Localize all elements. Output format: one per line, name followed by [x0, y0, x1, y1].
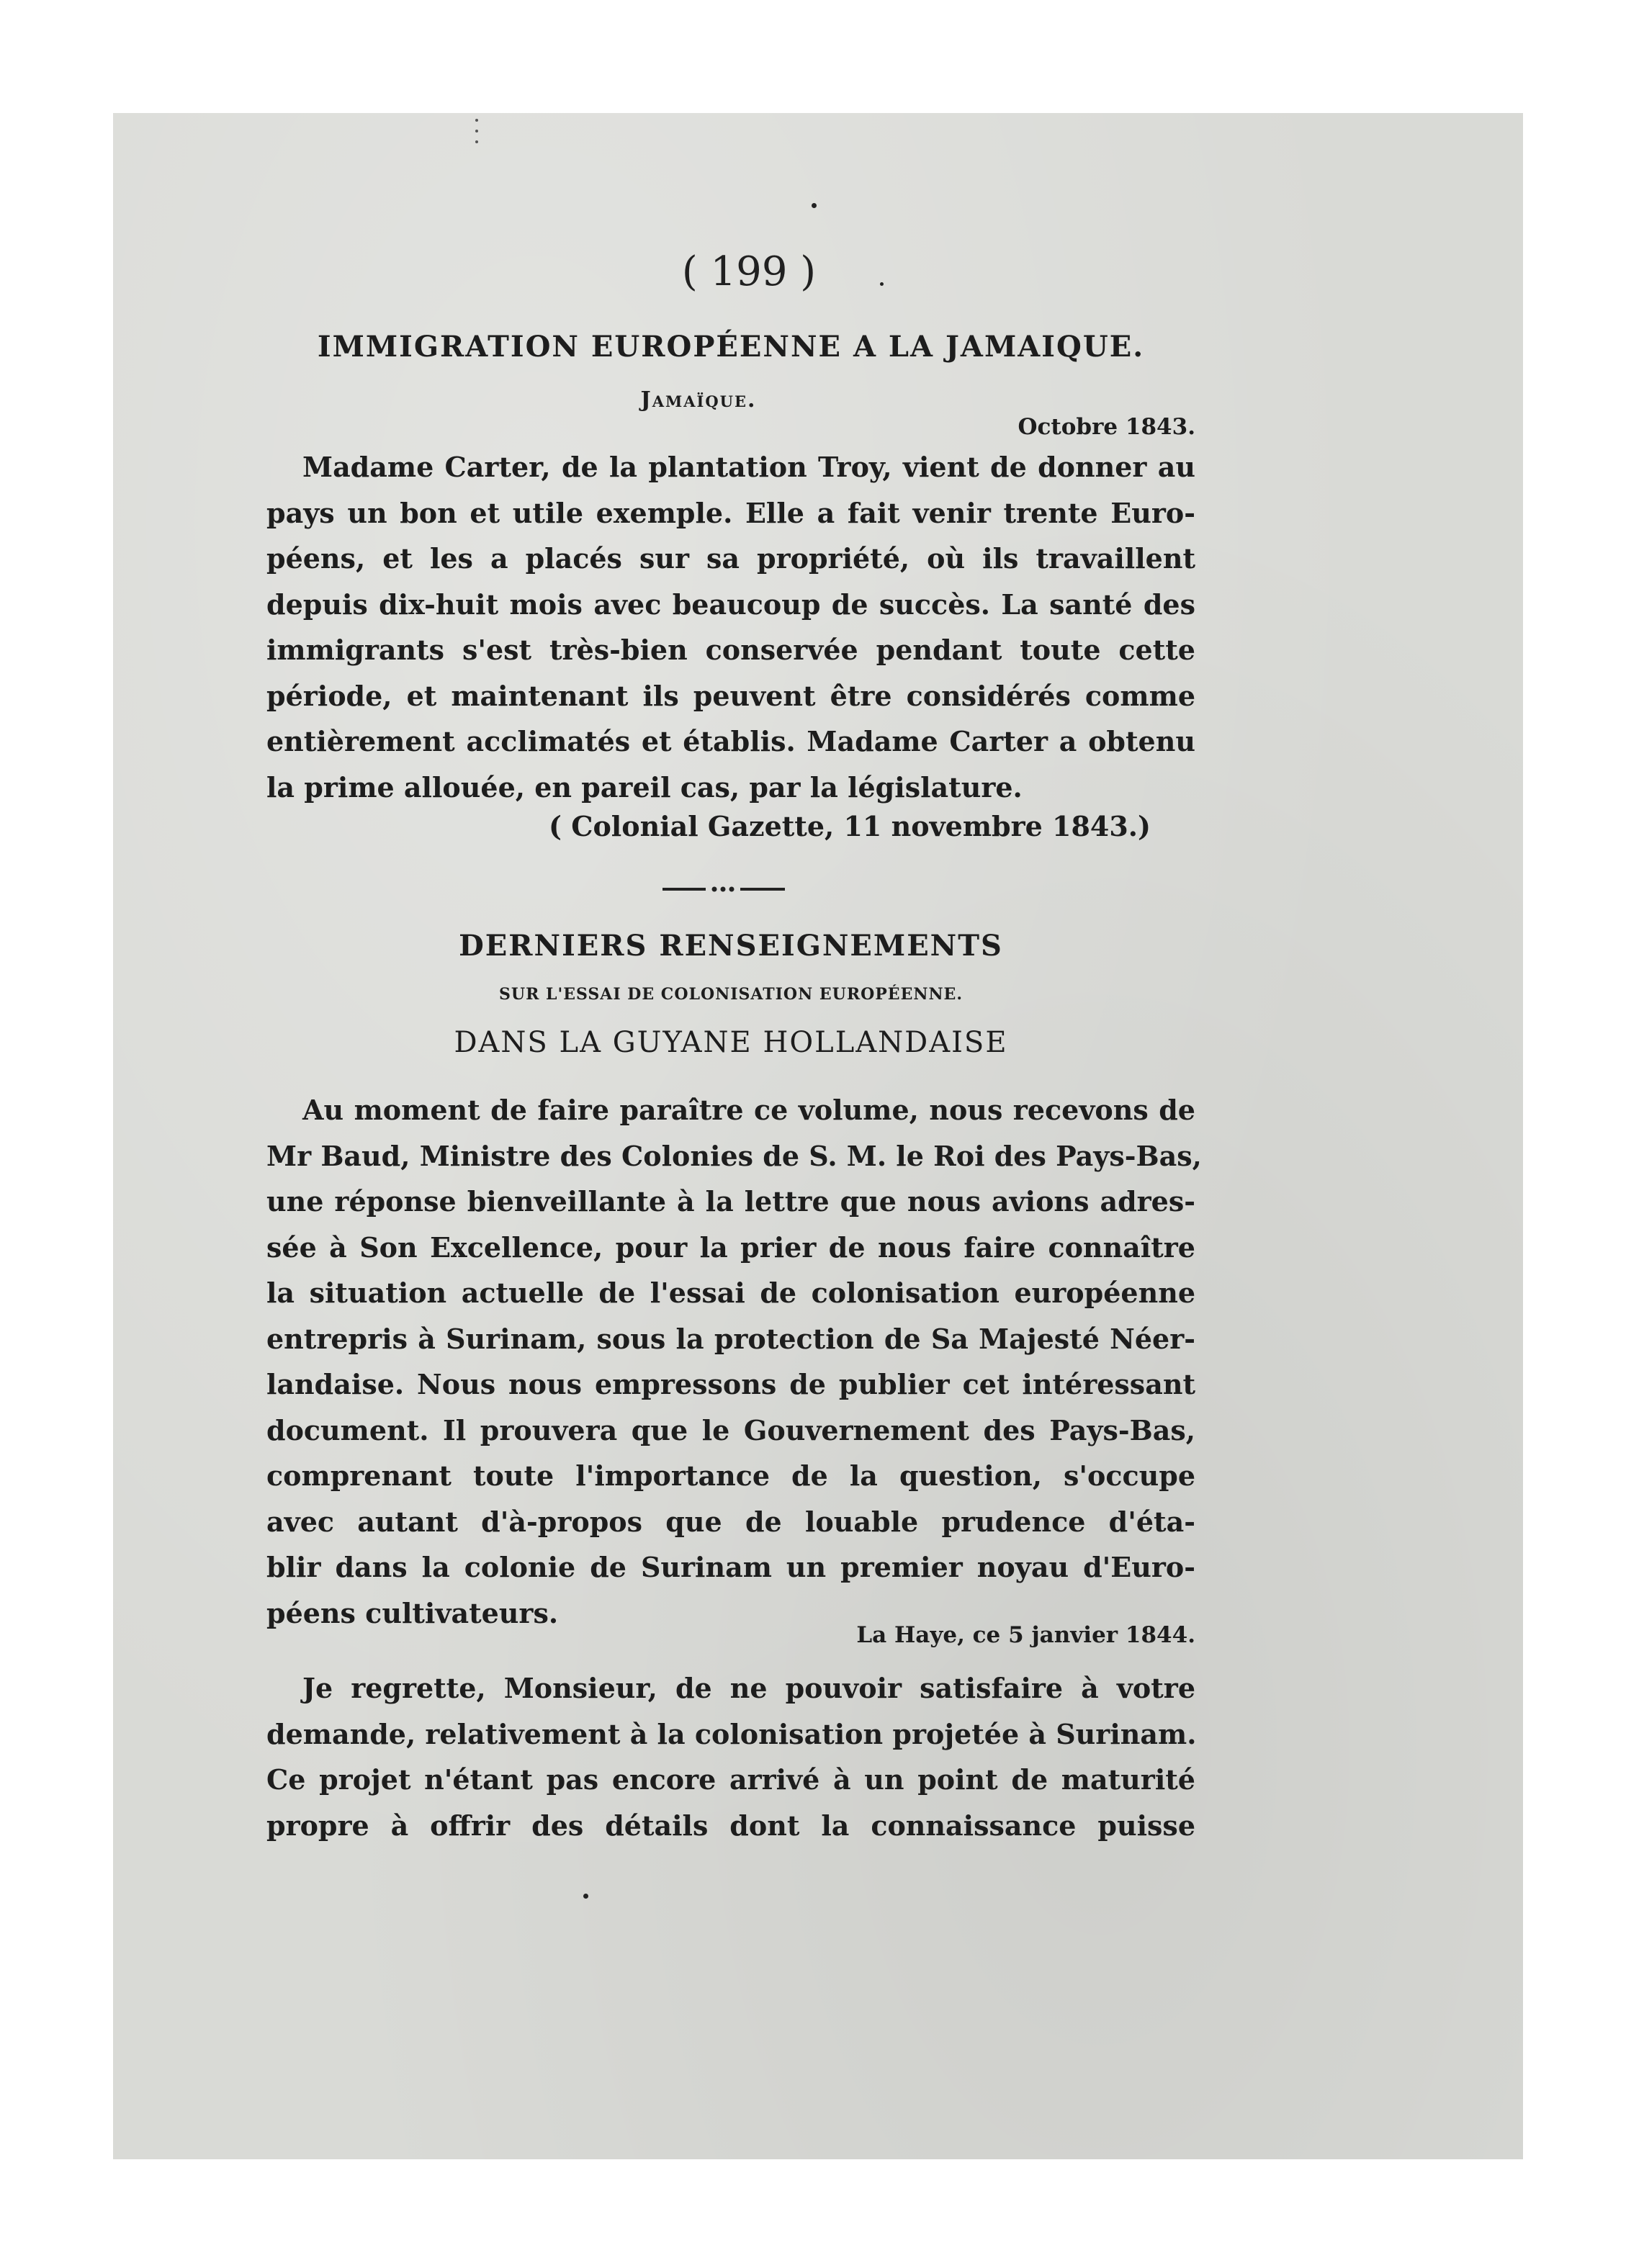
paragraph-line: période, et maintenant ils peuvent être considérés comme — [266, 679, 1195, 712]
section1-date: Octobre 1843. — [1018, 414, 1195, 440]
paragraph-line: Au moment de faire paraître ce volume, nous recevons de — [302, 1094, 1195, 1126]
paragraph-line: immigrants s'est très-bien conservée pendant toute cette — [266, 634, 1195, 666]
paragraph-line: Mr Baud, Ministre des Colonies de S. M. le Roi des Pays-Bas, — [266, 1139, 1202, 1172]
section2-subtitle: SUR L'ESSAI DE COLONISATION EUROPÉENNE. — [499, 985, 963, 1004]
paragraph-line: entrepris à Surinam, sous la protection de Sa Majesté Néer- — [266, 1322, 1195, 1355]
paragraph-line: depuis dix-huit mois avec beaucoup de succès. La santé des — [266, 588, 1195, 621]
section-divider-ornament — [655, 884, 799, 894]
paragraph-line: une réponse bienveillante à la lettre que nous avions adres- — [266, 1185, 1195, 1218]
section2-title: DERNIERS RENSEIGNEMENTS — [459, 929, 1003, 963]
section1-paragraph — [266, 444, 1195, 810]
paragraph-line: sée à Son Excellence, pour la prier de nous faire connaître — [266, 1230, 1195, 1264]
page-number: ( 199 ) — [681, 248, 817, 295]
paragraph-line: la situation actuelle de l'essai de colonisation européenne — [266, 1277, 1195, 1309]
paragraph-line: avec autant d'à-propos que de louable prudence d'éta- — [266, 1505, 1195, 1538]
paragraph-line: la prime allouée, en pareil cas, par la législature. — [266, 770, 1023, 804]
section2-paragraph — [266, 1087, 1202, 1636]
paragraph-line: demande, relativement à la colonisation projetée à Surinam. — [266, 1717, 1197, 1750]
ink-speck — [812, 203, 817, 208]
letter-paragraph — [266, 1665, 1195, 1848]
ink-speck — [475, 119, 478, 122]
ink-speck — [583, 1894, 588, 1899]
section1-title: IMMIGRATION EUROPÉENNE A LA JAMAIQUE. — [317, 330, 1145, 364]
section1-source-citation: ( Colonial Gazette, 11 novembre 1843.) — [548, 810, 1151, 842]
ink-speck — [880, 282, 884, 286]
paragraph-line: Je regrette, Monsieur, de ne pouvoir satisfaire à votre — [302, 1672, 1195, 1704]
paragraph-line: blir dans la colonie de Surinam un premier noyau d'Euro- — [266, 1551, 1195, 1583]
ink-speck — [475, 130, 478, 132]
paragraph-line: entièrement acclimatés et établis. Madame Carter a obtenu — [266, 725, 1195, 757]
paragraph-line: propre à offrir des détails dont la connaissance puisse — [266, 1809, 1195, 1842]
paragraph-line: Ce projet n'étant pas encore arrivé à un point de maturité — [266, 1763, 1195, 1796]
paragraph-line: landaise. Nous nous empressons de publier cet intéressant — [266, 1368, 1195, 1400]
ink-speck — [475, 140, 478, 143]
paragraph-line: document. Il prouvera que le Gouvernement des Pays-Bas, — [266, 1413, 1195, 1446]
section2-heading: DANS LA GUYANE HOLLANDAISE — [454, 1026, 1008, 1059]
paragraph-line: Madame Carter, de la plantation Troy, vient de donner au — [302, 451, 1195, 483]
letter-date: La Haye, ce 5 janvier 1844. — [856, 1622, 1195, 1648]
paragraph-line: péens cultivateurs. — [266, 1596, 559, 1629]
section1-location: Jamaïque. — [640, 387, 757, 413]
paragraph-line: péens, et les a placés sur sa propriété, où ils travaillent — [266, 542, 1195, 575]
paragraph-line: pays un bon et utile exemple. Elle a fait venir trente Euro- — [266, 496, 1195, 529]
paragraph-line: comprenant toute l'importance de la question, s'occupe — [266, 1459, 1195, 1492]
